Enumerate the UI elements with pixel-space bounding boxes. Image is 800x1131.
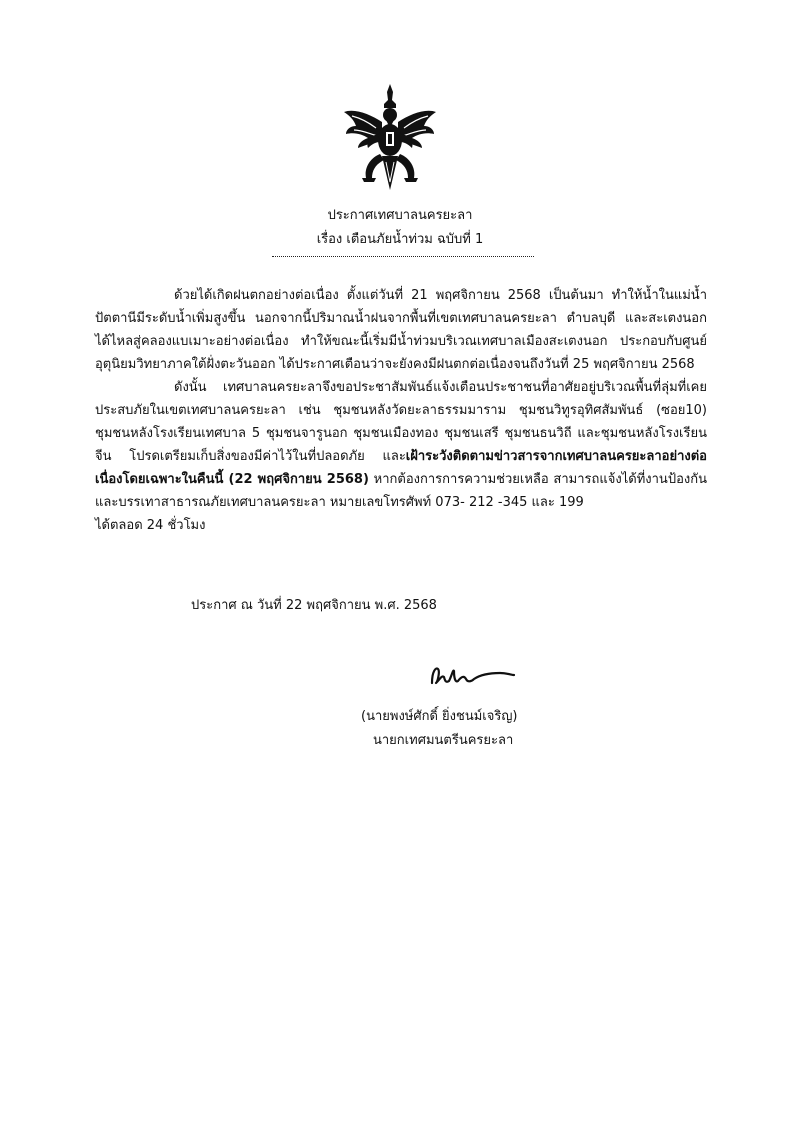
document-body (95, 284, 707, 537)
paragraph-2-emphasis: เฝ้าระวังติดตามข่าวสารจากเทศบาลนครยะลาอย่างต่อเนื่องโดยเฉพาะในคืนนี้ (22 พฤศจิกายน 2568) (95, 449, 707, 487)
document-header (0, 204, 800, 252)
issuer-title: ประกาศเทศบาลนครยะลา (327, 208, 473, 223)
signer-title: นายกเทศมนตรีนครยะลา (373, 733, 514, 748)
paragraph-2-tail: ได้ตลอด 24 ชั่วโมง (95, 518, 206, 533)
paragraph-2 (95, 376, 707, 514)
dotted-divider (272, 256, 534, 257)
handwritten-signature-icon (428, 661, 518, 691)
signer-name: (นายพงษ์ศักดิ์ ยิ่งชนม์เจริญ) (361, 709, 518, 724)
paragraph-2-start: ดังนั้น เทศบาลนครยะลาจึงขอประชาสัมพันธ์แจ้งเตือนประชาชนที่อาศัยอยู่บริเวณพื้นที่ลุ่มที่เคยประสบภัยในเขตเทศบาลนครยะลา เช่น ชุมชนหลังวัดยะลาธรรมมาราม ชุมชนวิทูรอุทิศสัมพันธ์ (ซอย10) ชุมชนหลังโรงเรียนเทศบาล 5 ชุมชนจารูนอก ชุมชนเมืองทอง ชุมชนเสรี ชุมชนธนวิถี และชุมชนหลังโรงเรียนจีน โปรดเตรียมเก็บสิ่งของมีค่าไว้ในที่ปลอดภัย และ (95, 380, 707, 464)
announcement-date: ประกาศ ณ วันที่ 22 พฤศจิกายน พ.ศ. 2568 (191, 598, 437, 613)
paragraph-2-end: หากต้องการการความช่วยเหลือ สามารถแจ้งได้ที่งานป้องกันและบรรเทาสาธารณภัยเทศบาลนครยะลา หมายเลขโทรศัพท์ 073- 212 -345 และ 199 (95, 472, 707, 510)
garuda-emblem-icon (340, 82, 440, 194)
subject-title: เรื่อง เตือนภัยน้ำท่วม ฉบับที่ 1 (316, 232, 484, 247)
paragraph-1: ด้วยได้เกิดฝนตกอย่างต่อเนื่อง ตั้งแต่วันที่ 21 พฤศจิกายน 2568 เป็นต้นมา ทำให้น้ำในแม่น้ำปัตตานีมีระดับน้ำเพิ่มสูงขึ้น นอกจากนี้ปริมาณน้ำฝนจากพื้นที่เขตเทศบาลนครยะลา ตำบลบุดี และสะเตงนอก ได้ไหลสู่คลองแบเมาะอย่างต่อเนื่อง ทำให้ขณะนี้เริ่มมีน้ำท่วมบริเวณเทศบาลเมืองสะเตงนอก ประกอบกับศูนย์อุตุนิยมวิทยาภาคใต้ฝั่งตะวันออก ได้ประกาศเตือนว่าจะยังคงมีฝนตกต่อเนื่องจนถึงวันที่ 25 พฤศจิกายน 2568 (95, 288, 707, 372)
